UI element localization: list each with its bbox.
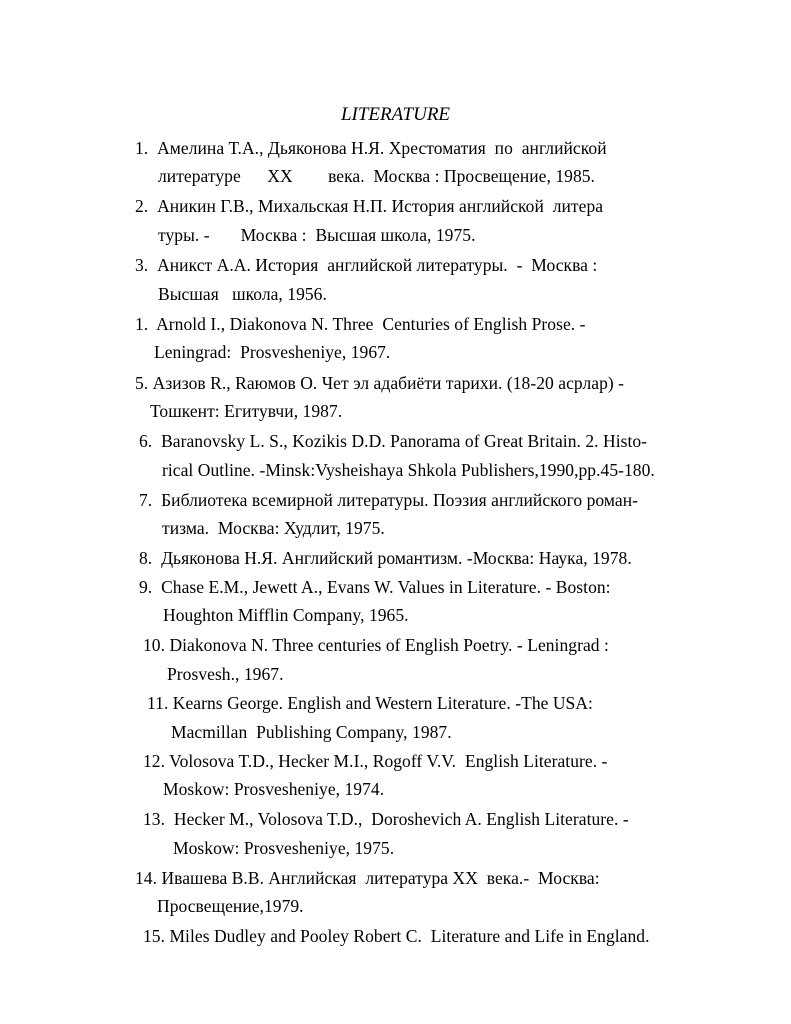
entry-6-line-2: rical Outline. -Minsk:Vysheishaya Shkola Publishers,1990,pp.45-180. — [162, 460, 655, 480]
entry-12-line-1: 12. Volosova T.D., Hecker M.I., Rogoff V.V. English Literature. - — [143, 751, 608, 771]
entry-15-line-1: 15. Miles Dudley and Pooley Robert C. Literature and Life in England. — [143, 926, 650, 946]
entry-3-line-1: 3. Аникст А.А. История английской литературы. - Москва : — [135, 255, 598, 275]
entry-3-line-2: Высшая школа, 1956. — [158, 284, 327, 304]
entry-14-line-1: 14. Ивашева В.В. Английская литература XX века.- Москва: — [135, 868, 600, 888]
entry-1-line-2: литературе XX века. Москва : Просвещение, 1985. — [158, 166, 595, 186]
entry-12-line-2: Moskow: Prosvesheniye, 1974. — [163, 779, 385, 799]
entry-14-line-2: Просвещение,1979. — [157, 896, 304, 916]
page-title: LITERATURE — [340, 104, 451, 125]
entry-13-line-1: 13. Hecker M., Volosova T.D., Doroshevich A. English Literature. - — [143, 809, 629, 829]
entry-7-line-1: 7. Библиотека всемирной литературы. Поэзия английского роман- — [139, 490, 639, 510]
entry-1-line-1: 1. Амелина Т.А., Дьяконова Н.Я. Хрестоматия по английской — [135, 138, 607, 158]
entry-5-line-2: Тошкент: Егитувчи, 1987. — [150, 401, 343, 421]
entry-2-line-1: 2. Аникин Г.В., Михальская Н.П. История английской литера — [135, 196, 604, 216]
entry-13-line-2: Moskow: Prosvesheniye, 1975. — [173, 838, 395, 858]
entry-6-line-1: 6. Baranovsky L. S., Kozikis D.D. Panorama of Great Britain. 2. Histo- — [139, 431, 648, 451]
entry-5-line-1: 5. Азизов R., Rаюмов О. Чет эл адабиёти тарихи. (18-20 асрлар) - — [135, 373, 625, 393]
entry-7-line-2: тизма. Москва: Худлит, 1975. — [162, 518, 385, 538]
entry-10-line-2: Prosvesh., 1967. — [167, 664, 284, 684]
entry-9-line-2: Houghton Mifflin Company, 1965. — [163, 605, 409, 625]
entry-8-line-1: 8. Дьяконова Н.Я. Английский романтизм. -Москва: Наука, 1978. — [139, 548, 632, 568]
entry-2-line-2: туры. - Москва : Высшая школа, 1975. — [158, 225, 476, 245]
entry-4-line-2: Leningrad: Prosvesheniye, 1967. — [154, 342, 391, 362]
entry-10-line-1: 10. Diakonova N. Three centuries of English Poetry. - Leningrad : — [143, 635, 609, 655]
entry-11-line-1: 11. Kearns George. English and Western Literature. -The USA: — [147, 693, 593, 713]
entry-9-line-1: 9. Chase E.M., Jewett A., Evans W. Values in Literature. - Boston: — [139, 577, 611, 597]
entry-11-line-2: Macmillan Publishing Company, 1987. — [171, 722, 452, 742]
entry-4-line-1: 1. Arnold I., Diakonova N. Three Centuries of English Prose. - — [135, 314, 586, 334]
